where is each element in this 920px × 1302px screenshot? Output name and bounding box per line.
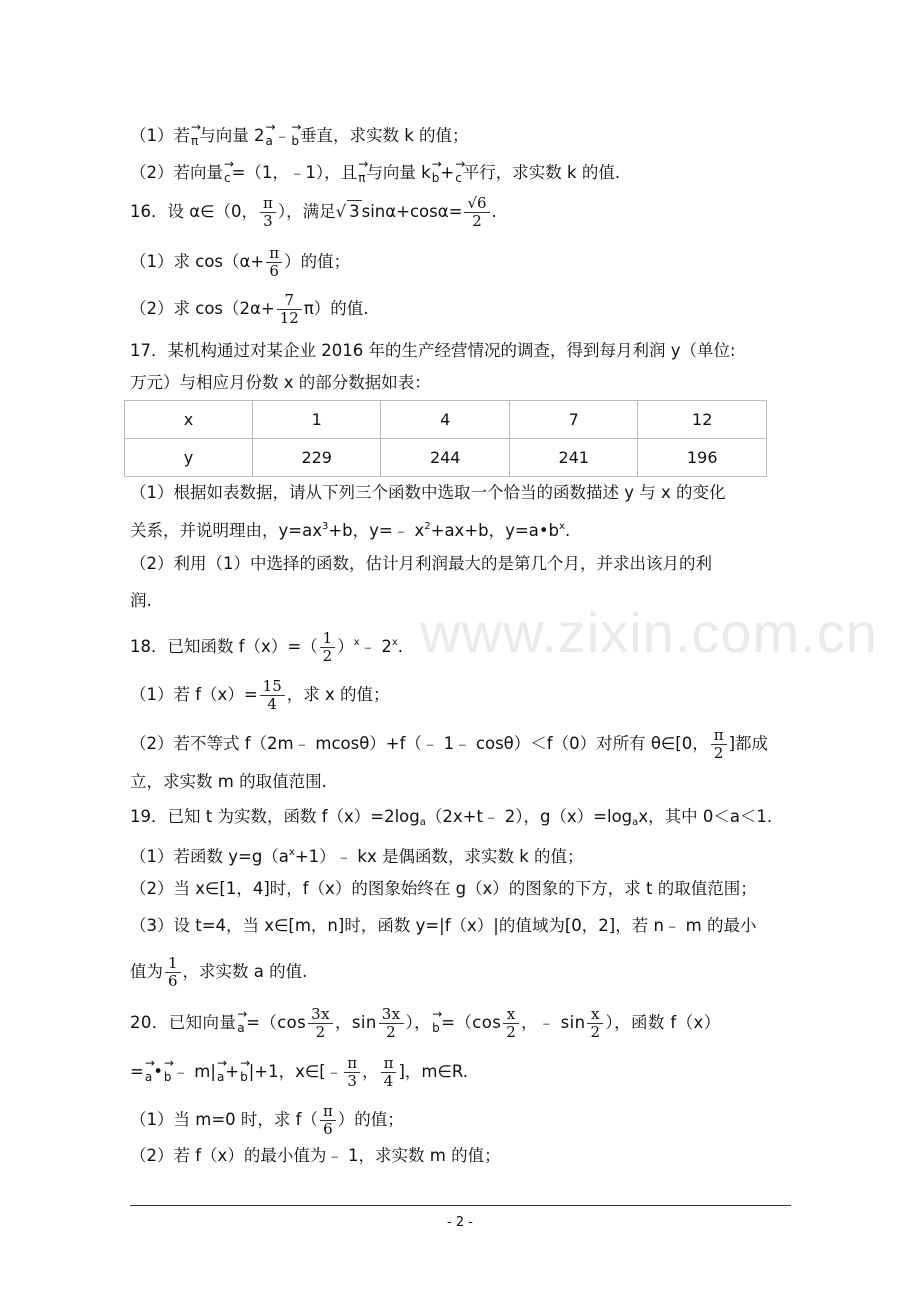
q20-stem-line2: =→ a•→ b﹣ m|→ a+→ b|+1，x∈[﹣ $\frac{\pi}{3}$ ， $\frac{\pi}{4}$ ]，m∈R. — [130, 1054, 468, 1090]
table-row — [125, 439, 767, 477]
q19-part3-line2: 值为 $\frac{1}{6}$ ，求实数 a 的值. — [130, 954, 308, 990]
table-cell: y — [125, 439, 253, 477]
q17-stem-line1: 17．某机构通过对某企业 2016 年的生产经营情况的调查，得到每月利润 y（单位: — [130, 341, 736, 360]
q20-part1: （1）当 m=0 时，求 f（ $\frac{\pi}{6}$ ）的值； — [130, 1102, 404, 1138]
q17-part2-line2: 润. — [130, 591, 152, 610]
table-cell: 229 — [252, 439, 381, 477]
fraction: $\frac{1}{2}$ — [320, 630, 336, 665]
q18-part2-line2: 立，求实数 m 的取值范围. — [130, 772, 327, 791]
table-cell: 241 — [509, 439, 638, 477]
q16-part2: （2）求 cos（2α+ $\frac{7}{12}$ π）的值. — [130, 291, 369, 327]
fraction: $\frac{3x}{2}$ — [308, 1006, 333, 1041]
fraction: $\frac{\pi}{2}$ — [711, 727, 727, 762]
table-cell: 244 — [381, 439, 510, 477]
table-cell: 7 — [509, 401, 638, 439]
fraction: $\frac{\pi}{4}$ — [381, 1055, 397, 1090]
q19-part3: （3）设 t=4，当 x∈[m，n]时，函数 y=|f（x）|的值域为[0，2]，若 n﹣ m 的最小 — [130, 916, 757, 935]
table-cell: 196 — [638, 439, 767, 477]
fraction: $\frac{1}{6}$ — [165, 955, 181, 990]
fraction: $\frac{x}{2}$ — [587, 1006, 603, 1041]
q19-part1: （1）若函数 $y=g(a^x+1)﹣$ kx 是偶函数，求实数 k 的值； — [130, 847, 584, 866]
q20-stem: 20．已知向量→ a=（cos $\frac{3x}{2}$ ，sin $\frac{3x}{2}$ ），→ b=（cos $\frac{x}{2}$ ，﹣ sin $\frac{x}{2}$ ），函数 f（x） — [130, 1005, 721, 1041]
table-cell: 4 — [381, 401, 510, 439]
footer-divider — [130, 1205, 791, 1206]
q18-stem: 18．已知函数 f（x）=（ $\frac{1}{2}$ ）$^x$﹣ 2$^x$. — [130, 629, 404, 665]
q16-part1: （1）求 cos（α+ $\frac{\pi}{6}$ ）的值； — [130, 244, 351, 280]
fraction: $\frac{\pi}{6}$ — [266, 245, 282, 280]
table-cell: x — [125, 401, 253, 439]
q15-part2: （2）若向量→ c=（1，﹣1），且→ π与向量 k→ b+→ c平行，求实数 k 的值. — [130, 155, 620, 185]
q16-stem: 16．设 α∈（0， $\frac{\pi}{3}$ ），满足√ 3 sinα+cosα= $\frac{√6}{2}$ . — [130, 194, 497, 230]
page-number: - 2 - — [447, 1215, 473, 1230]
data-table — [124, 400, 767, 477]
q18-part2: （2）若不等式 f（2m﹣ mcosθ）+f（﹣ 1﹣ cosθ）＜f（0）对所有 θ∈[0， $\frac{\pi}{2}$ ]都成 — [130, 726, 769, 762]
q17-part2-line1: （2）利用（1）中选择的函数，估计月利润最大的是第几个月，并求出该月的利 — [130, 554, 712, 573]
watermark: www.zixin.com.cn — [420, 601, 878, 664]
fraction: $\frac{√6}{2}$ — [464, 195, 489, 230]
q17-stem-line2: 万元）与相应月份数 x 的部分数据如表： — [130, 373, 431, 392]
q18-part1: （1）若 f（x）= $\frac{15}{4}$ ，求 x 的值； — [130, 677, 390, 713]
fraction: $\frac{x}{2}$ — [503, 1006, 519, 1041]
q19-part2: （2）当 x∈[1，4]时，f（x）的图象始终在 g（x）的图象的下方，求 t 的取值范围； — [130, 879, 757, 898]
fraction: $\frac{\pi}{6}$ — [320, 1103, 336, 1138]
fraction: $\frac{7}{12}$ — [277, 292, 302, 327]
q20-part2: （2）若 f（x）的最小值为﹣ 1，求实数 m 的值； — [130, 1146, 501, 1165]
q17-part1-line2: 关系，并说明理由，$y=ax^3+b$，y=﹣ $x^2+ax+b$，$y=a•b^x$. — [130, 521, 571, 540]
fraction: $\frac{\pi}{3}$ — [260, 195, 276, 230]
table-row — [125, 401, 767, 439]
table-cell: 12 — [638, 401, 767, 439]
table-cell: 1 — [252, 401, 381, 439]
fraction: $\frac{\pi}{3}$ — [344, 1055, 360, 1090]
q17-part1-line1: （1）根据如表数据，请从下列三个函数中选取一个恰当的函数描述 y 与 x 的变化 — [130, 483, 726, 502]
fraction: $\frac{3x}{2}$ — [379, 1006, 404, 1041]
q19-stem: 19．已知 t 为实数，函数 $f(x)=2\log_a(2x+t﹣$ 2），$g(x)=\log_ax$，其中 0＜a＜1. — [130, 807, 773, 828]
q15-part1: （1）若→ π与向量 2→ a﹣→ b垂直，求实数 k 的值； — [130, 118, 469, 148]
fraction: $\frac{15}{4}$ — [260, 678, 285, 713]
